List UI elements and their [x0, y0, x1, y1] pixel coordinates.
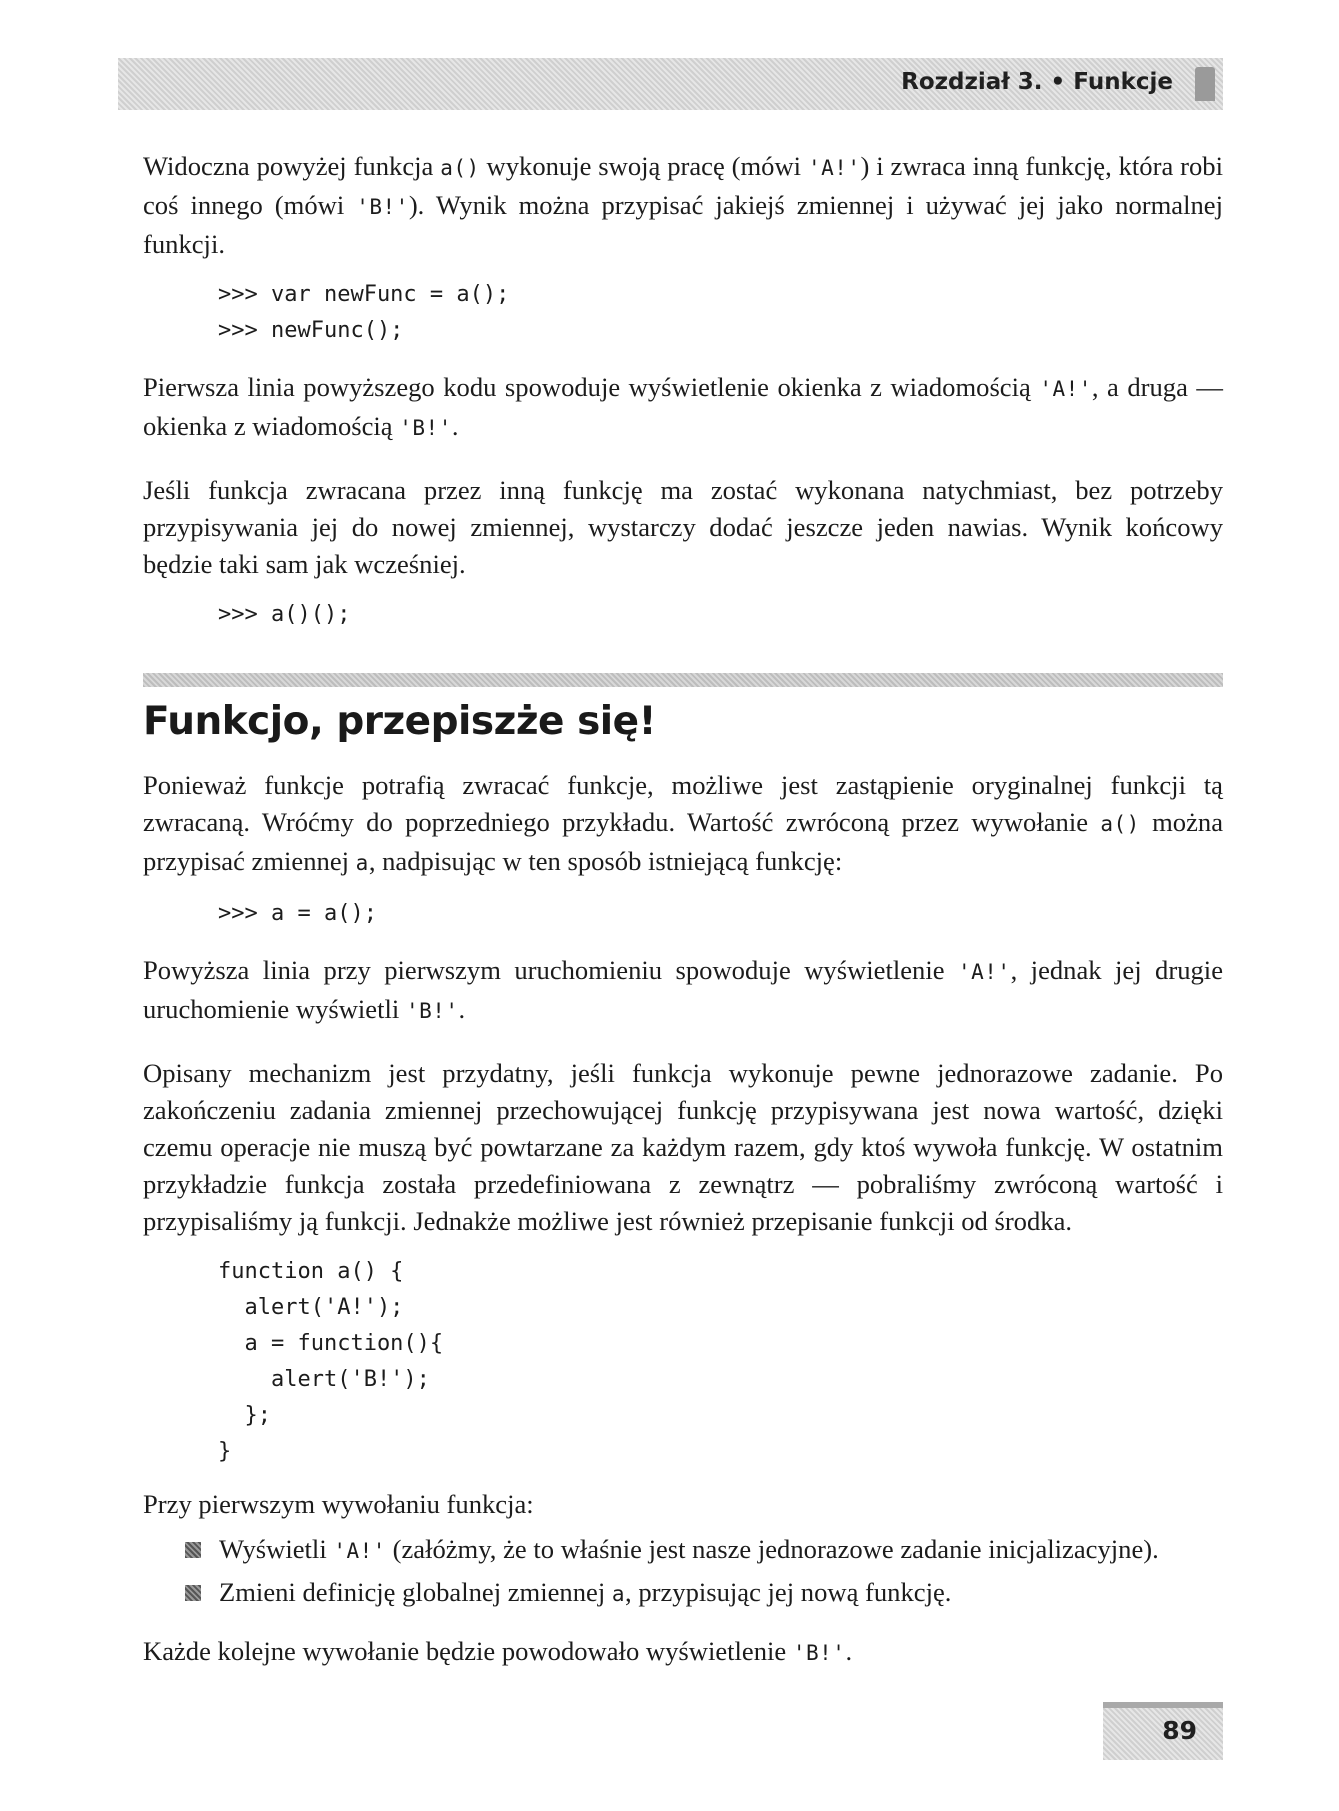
- inline-code: 'B!': [405, 999, 459, 1023]
- paragraph-first-run: [143, 952, 1223, 1030]
- section-heading: Funkcjo, przepiszże się!: [143, 699, 656, 744]
- paragraph-intro: [143, 148, 1223, 263]
- text: ) i zwraca inną funkcję, która robi coś innego (mówi: [143, 151, 1223, 220]
- inline-code: a: [611, 1582, 626, 1606]
- page-content: [143, 148, 1223, 1672]
- inline-code: a(): [440, 156, 480, 180]
- text: .: [845, 1636, 853, 1666]
- bullet-list: [143, 1531, 1223, 1613]
- page-footer: [1103, 1702, 1223, 1760]
- inline-code: 'A!': [333, 1539, 386, 1563]
- section-divider: [143, 673, 1223, 687]
- code-block-newfunc: >>> var newFunc = a(); >>> newFunc();: [218, 282, 510, 343]
- running-header: [118, 58, 1223, 110]
- inline-code: 'B!': [399, 416, 452, 440]
- inline-code: 'A!': [1039, 377, 1092, 401]
- text: Zmieni definicję globalnej zmiennej: [219, 1577, 612, 1607]
- inline-code: 'B!': [792, 1641, 846, 1665]
- list-item: [143, 1574, 1223, 1613]
- text: Widoczna powyżej funkcja: [143, 151, 441, 181]
- text: Każde kolejne wywołanie będzie powodowało wyświetlenie: [143, 1636, 793, 1666]
- text: Pierwsza linia powyższego kodu spowoduje wyświetlenie okienka z wiadomością: [143, 372, 1040, 402]
- inline-code: 'A!': [807, 156, 861, 180]
- list-item: [143, 1531, 1223, 1570]
- text: , nadpisując w ten sposób istniejącą funkcję:: [368, 846, 843, 876]
- text: Wyświetli: [219, 1534, 334, 1564]
- code-block-function: function a() { alert('A!'); a = function(){ alert('B!'); }; }: [218, 1259, 444, 1464]
- text: Powyższa linia przy pierwszym uruchomieniu spowoduje wyświetlenie: [143, 955, 958, 985]
- inline-code: 'A!': [958, 960, 1011, 984]
- paragraph-rewrite: [143, 767, 1223, 882]
- code-block-reassign: >>> a = a();: [218, 901, 377, 926]
- text: Ponieważ funkcje potrafią zwracać funkcje, możliwe jest zastąpienie oryginalnej funkcji tą zwracaną. Wróćmy do poprzedniego przykładu. Wartość zwróconą przez wywołanie: [143, 770, 1223, 837]
- paragraph-first-line: [143, 369, 1223, 447]
- text: wykonuje swoją pracę (mówi: [479, 151, 808, 181]
- inline-code: a: [355, 851, 369, 875]
- text: można przypisać zmiennej: [143, 807, 1223, 876]
- square-bullet-icon: [185, 1542, 201, 1558]
- text: , a druga — okienka z wiadomością: [143, 372, 1224, 441]
- paragraph-first-call: Przy pierwszym wywołaniu funkcja:: [143, 1489, 534, 1519]
- chapter-title: Rozdział 3. • Funkcje: [901, 69, 1173, 95]
- text: .: [458, 994, 466, 1024]
- text: (załóżmy, że to właśnie jest nasze jednorazowe zadanie inicjalizacyjne).: [385, 1534, 1159, 1564]
- paragraph-subsequent: [143, 1633, 1223, 1672]
- inline-code: 'B!': [356, 195, 409, 219]
- inline-code: a(): [1100, 812, 1140, 836]
- text: .: [451, 411, 459, 441]
- text: , jednak jej drugie uruchomienie wyświetli: [143, 955, 1223, 1024]
- square-bullet-icon: [185, 1585, 201, 1601]
- text: , przypisując jej nową funkcję.: [625, 1577, 952, 1607]
- paragraph-mechanism: Opisany mechanizm jest przydatny, jeśli funkcja wykonuje pewne jednorazowe zadanie. Po zakończeniu zadania zmiennej przechowującej funkcję przypisywana jest nowa wartość, dzięki czemu operacje nie muszą być powtarzane za każdym razem, gdy ktoś wywoła funkcję. W ostatnim przykładzie funkcja została przedefiniowana z zewnątrz — pobraliśmy zwróconą wartość i przypisaliśmy ją funkcji. Jednakże możliwe jest również przepisanie funkcji od środka.: [143, 1058, 1223, 1236]
- code-block-double-call: >>> a()();: [218, 602, 351, 627]
- header-tab-marker: [1195, 67, 1215, 101]
- paragraph-immediate-call: Jeśli funkcja zwracana przez inną funkcję ma zostać wykonana natychmiast, bez potrzeby przypisywania jej do nowej zmiennej, wystarczy dodać jeszcze jeden nawias. Wynik końcowy będzie taki sam jak wcześniej.: [143, 475, 1223, 579]
- page-number: 89: [1162, 1716, 1197, 1745]
- footer-line: [1103, 1702, 1223, 1708]
- text: ). Wynik można przypisać jakiejś zmiennej i używać jej jako normalnej funkcji.: [143, 190, 1223, 259]
